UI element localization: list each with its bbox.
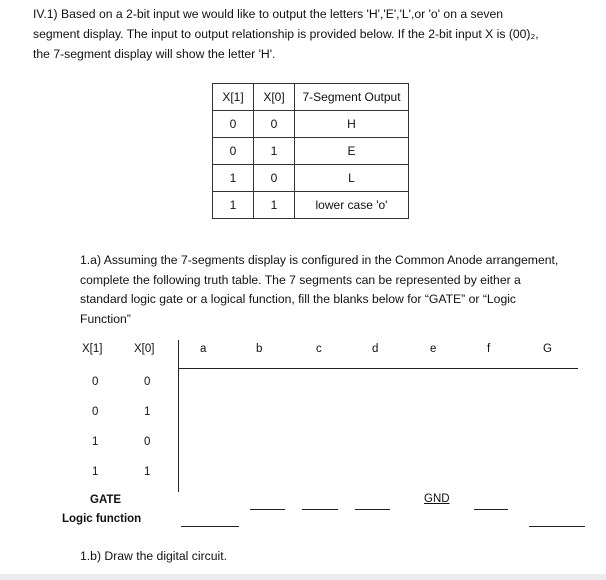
cell-x0: 0 bbox=[254, 111, 295, 138]
segment-e-answer: GND bbox=[424, 493, 450, 505]
blank-segment-a[interactable] bbox=[181, 526, 239, 527]
page-bottom-edge bbox=[0, 574, 606, 580]
table-header-row bbox=[213, 84, 409, 111]
header-segment-g: G bbox=[543, 343, 552, 355]
cell-x1: 0 bbox=[213, 111, 254, 138]
table-row bbox=[213, 111, 409, 138]
table-divider-horizontal bbox=[178, 368, 578, 369]
question-1b: 1.b) Draw the digital circuit. bbox=[80, 549, 227, 563]
question-1a bbox=[80, 251, 600, 329]
cell-x1: 1 bbox=[213, 192, 254, 219]
intro-line-1: IV.1) Based on a 2-bit input we would like to output the letters 'H','E','L',or 'o' on a seven bbox=[33, 7, 504, 21]
header-segment-b: b bbox=[256, 343, 263, 355]
header-7seg-output: 7-Segment Output bbox=[295, 84, 409, 111]
header-segment-d: d bbox=[372, 343, 379, 355]
header-segment-c: c bbox=[316, 343, 322, 355]
question-1a-line-4: Function” bbox=[80, 311, 131, 326]
cell-x0: 0 bbox=[144, 376, 151, 388]
cell-x1: 0 bbox=[92, 376, 99, 388]
cell-output: lower case 'o' bbox=[295, 192, 409, 219]
cell-x1: 1 bbox=[213, 165, 254, 192]
table-row bbox=[213, 192, 409, 219]
blank-segment-d[interactable] bbox=[355, 509, 390, 510]
header-segment-f: f bbox=[487, 343, 491, 355]
cell-x0: 1 bbox=[144, 466, 151, 478]
intro-paragraph bbox=[33, 4, 593, 64]
cell-output: H bbox=[295, 111, 409, 138]
blank-segment-b[interactable] bbox=[250, 509, 285, 510]
table-row bbox=[213, 165, 409, 192]
blank-segment-g[interactable] bbox=[529, 526, 585, 527]
gate-label: GATE bbox=[90, 494, 122, 506]
table-divider-vertical bbox=[178, 340, 179, 492]
cell-output: L bbox=[295, 165, 409, 192]
header-x0: X[0] bbox=[254, 84, 295, 111]
logic-function-label: Logic function bbox=[62, 513, 142, 525]
cell-x0: 0 bbox=[254, 165, 295, 192]
header-segment-e: e bbox=[430, 343, 437, 355]
intro-line-3: the 7-segment display will show the letter 'H'. bbox=[33, 47, 276, 61]
cell-x1: 0 bbox=[213, 138, 254, 165]
cell-x0: 1 bbox=[254, 192, 295, 219]
cell-x0: 1 bbox=[254, 138, 295, 165]
table-row bbox=[213, 138, 409, 165]
question-1a-line-1: 1.a) Assuming the 7-segments display is configured in the Common Anode arrangement, bbox=[80, 253, 559, 267]
header-x0: X[0] bbox=[134, 343, 155, 355]
cell-x0: 0 bbox=[144, 436, 151, 448]
input-output-table bbox=[212, 83, 409, 219]
question-1a-line-3: standard logic gate or a logical function, fill the blanks below for “GATE” or “Logic bbox=[80, 292, 517, 306]
question-1a-line-2: complete the following truth table. The 7 segments can be represented by either a bbox=[80, 272, 521, 287]
blank-segment-c[interactable] bbox=[302, 509, 338, 510]
cell-output: E bbox=[295, 138, 409, 165]
cell-x1: 1 bbox=[92, 466, 99, 478]
cell-x1: 0 bbox=[92, 406, 99, 418]
cell-x1: 1 bbox=[92, 436, 99, 448]
header-x1: X[1] bbox=[82, 343, 103, 355]
cell-x0: 1 bbox=[144, 406, 151, 418]
header-segment-a: a bbox=[200, 343, 207, 355]
header-x1: X[1] bbox=[213, 84, 254, 111]
blank-segment-f[interactable] bbox=[474, 509, 508, 510]
intro-line-2: segment display. The input to output relationship is provided below. If the 2-bit input X is (00)₂, bbox=[33, 27, 539, 41]
